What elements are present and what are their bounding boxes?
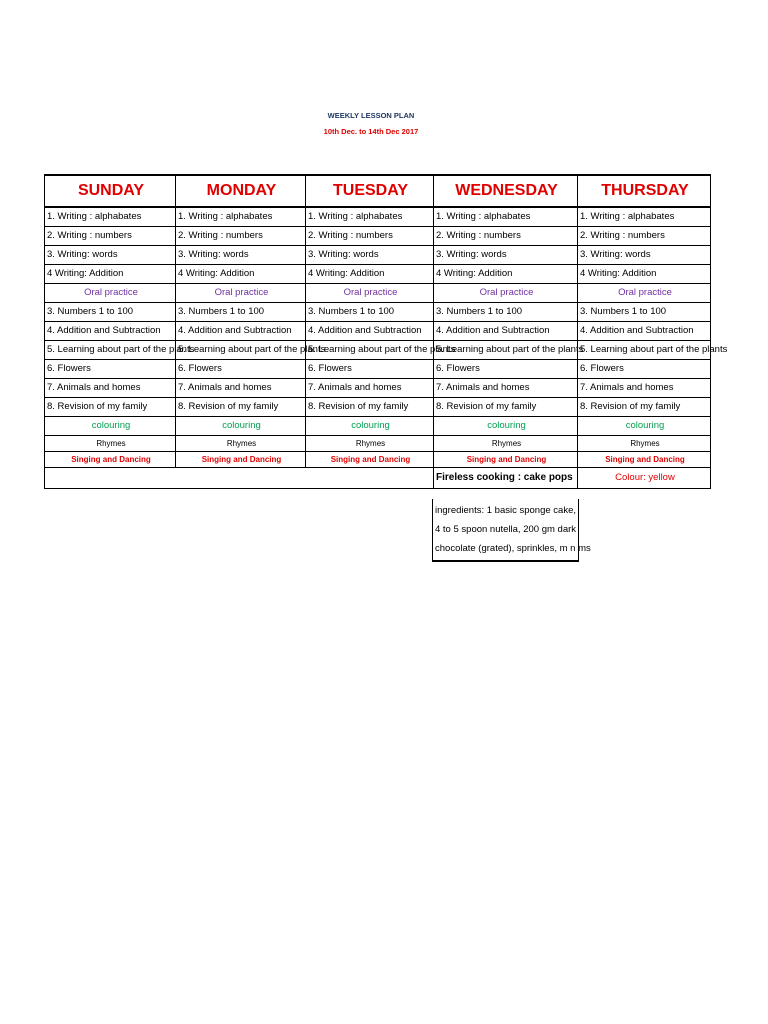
cell-rhymes: Rhymes	[176, 436, 306, 452]
cell-oral-practice: Oral practice	[434, 284, 578, 303]
cell-writing-words: 3. Writing: words	[578, 246, 711, 265]
cell-animals: 7. Animals and homes	[306, 379, 434, 398]
cell-writing-alphabates: 1. Writing : alphabates	[45, 207, 176, 227]
table-row	[45, 452, 711, 468]
cell-colouring: colouring	[176, 417, 306, 436]
ingredients-line: chocolate (grated), sprinkles, m n ms	[435, 543, 591, 554]
cell-rhymes: Rhymes	[578, 436, 711, 452]
cell-writing-words: 3. Writing: words	[306, 246, 434, 265]
day-monday: MONDAY	[176, 175, 306, 207]
table-row	[45, 468, 711, 489]
cell-oral-practice: Oral practice	[176, 284, 306, 303]
cell-colouring: colouring	[578, 417, 711, 436]
table-row	[45, 322, 711, 341]
cell-flowers: 6. Flowers	[306, 360, 434, 379]
plan-dates: 10th Dec. to 14th Dec 2017	[323, 127, 419, 136]
cell-colouring: colouring	[434, 417, 578, 436]
table-row	[45, 227, 711, 246]
table-row	[45, 265, 711, 284]
cell-animals: 7. Animals and homes	[434, 379, 578, 398]
plan-title: WEEKLY LESSON PLAN	[327, 111, 415, 120]
cell-numbers: 3. Numbers 1 to 100	[176, 303, 306, 322]
cell-addition-subtraction: 4. Addition and Subtraction	[176, 322, 306, 341]
cell-flowers: 6. Flowers	[176, 360, 306, 379]
cell-family: 8. Revision of my family	[45, 398, 176, 417]
cell-plants: 5. Learning about part of the plants	[306, 341, 434, 360]
cell-plants: 5. Learning about part of the plants	[176, 341, 306, 360]
cell-family: 8. Revision of my family	[434, 398, 578, 417]
cell-oral-practice: Oral practice	[578, 284, 711, 303]
cell-rhymes: Rhymes	[306, 436, 434, 452]
cell-flowers: 6. Flowers	[434, 360, 578, 379]
cell-flowers: 6. Flowers	[45, 360, 176, 379]
cell-writing-addition: 4 Writing: Addition	[45, 265, 176, 284]
cell-rhymes: Rhymes	[434, 436, 578, 452]
cell-empty	[45, 468, 434, 489]
cell-colour-yellow: Colour: yellow	[578, 468, 711, 489]
cell-writing-words: 3. Writing: words	[45, 246, 176, 265]
cell-singing: Singing and Dancing	[45, 452, 176, 468]
table-row	[45, 284, 711, 303]
table-row	[45, 379, 711, 398]
cell-animals: 7. Animals and homes	[45, 379, 176, 398]
cell-colouring: colouring	[306, 417, 434, 436]
day-thursday: THURSDAY	[578, 175, 711, 207]
day-tuesday: TUESDAY	[306, 175, 434, 207]
lesson-plan-table	[44, 174, 728, 502]
cell-rhymes: Rhymes	[45, 436, 176, 452]
cell-writing-numbers: 2. Writing : numbers	[45, 227, 176, 246]
table-row	[45, 341, 711, 360]
cell-addition-subtraction: 4. Addition and Subtraction	[434, 322, 578, 341]
cell-singing: Singing and Dancing	[306, 452, 434, 468]
cell-singing: Singing and Dancing	[434, 452, 578, 468]
table-row	[45, 417, 711, 436]
day-sunday: SUNDAY	[45, 175, 176, 207]
table-row	[45, 436, 711, 452]
cell-singing: Singing and Dancing	[578, 452, 711, 468]
ingredients-line: ingredients: 1 basic sponge cake,	[435, 505, 577, 516]
cell-plants: 5. Learning about part of the plants	[578, 341, 711, 360]
cell-fireless-cooking: Fireless cooking : cake pops	[434, 468, 578, 489]
cell-singing: Singing and Dancing	[176, 452, 306, 468]
cell-family: 8. Revision of my family	[578, 398, 711, 417]
cell-writing-alphabates: 1. Writing : alphabates	[176, 207, 306, 227]
ingredients-box	[432, 499, 591, 562]
cell-writing-numbers: 2. Writing : numbers	[306, 227, 434, 246]
cell-animals: 7. Animals and homes	[176, 379, 306, 398]
cell-writing-addition: 4 Writing: Addition	[434, 265, 578, 284]
cell-family: 8. Revision of my family	[176, 398, 306, 417]
cell-animals: 7. Animals and homes	[578, 379, 711, 398]
cell-colouring: colouring	[45, 417, 176, 436]
cell-writing-numbers: 2. Writing : numbers	[434, 227, 578, 246]
cell-numbers: 3. Numbers 1 to 100	[578, 303, 711, 322]
table-row	[45, 246, 711, 265]
cell-addition-subtraction: 4. Addition and Subtraction	[578, 322, 711, 341]
table-row	[45, 303, 711, 322]
cell-writing-numbers: 2. Writing : numbers	[578, 227, 711, 246]
cell-plants: 5. Learning about part of the plants	[434, 341, 578, 360]
table-row	[45, 207, 711, 227]
day-header-row	[45, 175, 711, 207]
table-row	[45, 398, 711, 417]
cell-writing-alphabates: 1. Writing : alphabates	[578, 207, 711, 227]
cell-writing-alphabates: 1. Writing : alphabates	[434, 207, 578, 227]
cell-numbers: 3. Numbers 1 to 100	[45, 303, 176, 322]
day-wednesday: WEDNESDAY	[434, 175, 578, 207]
cell-family: 8. Revision of my family	[306, 398, 434, 417]
cell-writing-numbers: 2. Writing : numbers	[176, 227, 306, 246]
cell-writing-addition: 4 Writing: Addition	[578, 265, 711, 284]
cell-addition-subtraction: 4. Addition and Subtraction	[306, 322, 434, 341]
cell-numbers: 3. Numbers 1 to 100	[434, 303, 578, 322]
cell-oral-practice: Oral practice	[45, 284, 176, 303]
cell-flowers: 6. Flowers	[578, 360, 711, 379]
cell-writing-words: 3. Writing: words	[434, 246, 578, 265]
cell-writing-addition: 4 Writing: Addition	[176, 265, 306, 284]
cell-writing-alphabates: 1. Writing : alphabates	[306, 207, 434, 227]
cell-writing-addition: 4 Writing: Addition	[306, 265, 434, 284]
cell-numbers: 3. Numbers 1 to 100	[306, 303, 434, 322]
table-row	[45, 360, 711, 379]
cell-oral-practice: Oral practice	[306, 284, 434, 303]
ingredients-line: 4 to 5 spoon nutella, 200 gm dark	[435, 524, 577, 535]
cell-writing-words: 3. Writing: words	[176, 246, 306, 265]
cell-plants: 5. Learning about part of the plants	[45, 341, 176, 360]
cell-addition-subtraction: 4. Addition and Subtraction	[45, 322, 176, 341]
